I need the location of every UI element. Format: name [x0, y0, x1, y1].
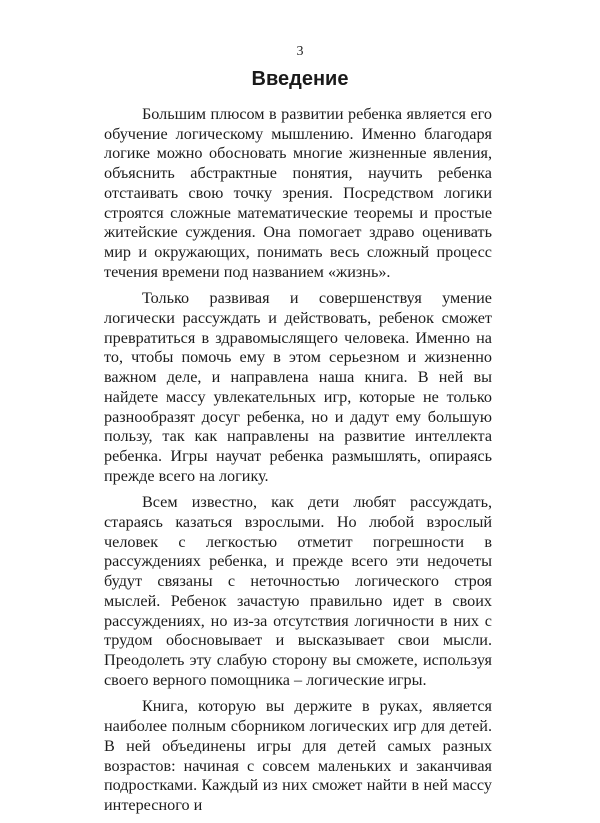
body-text: [104, 105, 492, 823]
paragraph: Большим плюсом в развитии ребенка является его обучение логическому мышлению. Именно благодаря логике можно обосновать многие жизненные явления, объяснить абстрактные понятия, научить ребенка отстаивать свою точку зрения. Посредством логики строятся сложные математические теоремы и простые житейские суждения. Она помогает здраво оценивать мир и окружающих, понимать весь сложный процесс течения времени под названием «жизнь».: [104, 105, 492, 281]
page-number: 3: [296, 44, 304, 59]
chapter-title: Введение: [251, 68, 349, 90]
paragraph: Всем известно, как дети любят рассуждать, стараясь казаться взрослыми. Но любой взрослый человек с легкостью отметит погрешности в рассуждениях ребенка, и прежде всего эти недочеты будут связаны с неточностью логического строя мыслей. Ребенок зачастую правильно идет в своих рассуждениях, но из-за отсутствия логичности в них с трудом обосновывает и высказывает свои мысли. Преодолеть эту слабую сторону вы сможете, используя своего верного помощника – логические игры.: [104, 493, 492, 689]
paragraph: Только развивая и совершенствуя умение логически рассуждать и действовать, ребенок сможет превратиться в здравомыслящего человека. Именно на то, чтобы помочь ему в этом серьезном и жизненно важном деле, и направлена наша книга. В ней вы найдете массу увлекательных игр, которые не только разнообразят досуг ребенка, но и дадут ему большую пользу, так как направлены на развитие интеллекта ребенка. Игры научат ребенка размышлять, опираясь прежде всего на логику.: [104, 289, 492, 485]
paragraph: Книга, которую вы держите в руках, является наиболее полным сборником логических игр для детей. В ней объединены игры для детей самых разных возрастов: начиная с совсем маленьких и заканчивая подростками. Каждый из них сможет найти в ней массу интересного и: [104, 697, 492, 814]
